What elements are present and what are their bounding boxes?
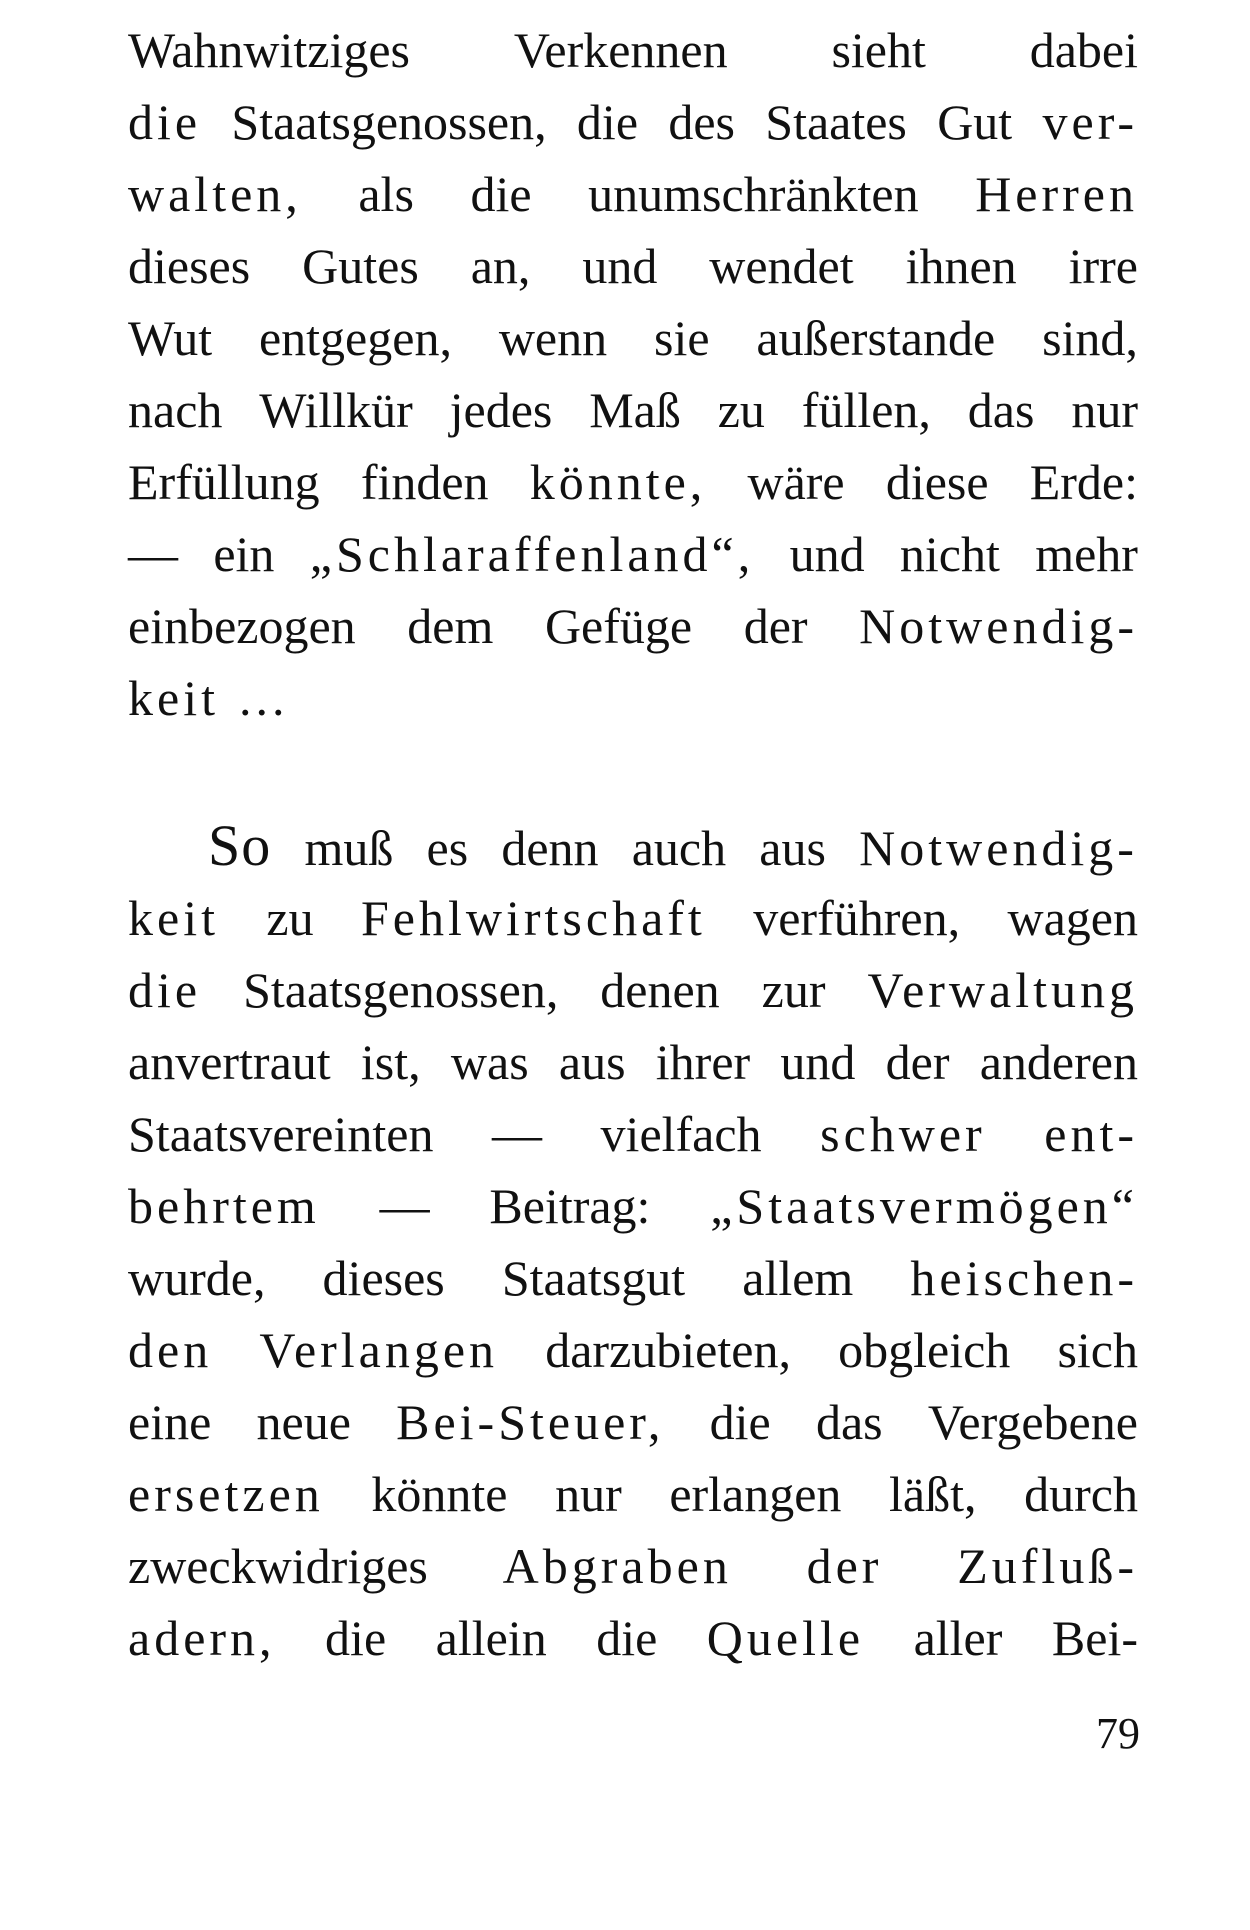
word: behrtem <box>128 1178 320 1234</box>
text-line <box>128 662 1138 734</box>
word: unumschränkten <box>588 166 919 222</box>
word: zweckwidriges <box>128 1538 428 1594</box>
word: die <box>128 962 202 1018</box>
word: der <box>885 1034 950 1090</box>
word: zu <box>266 890 314 946</box>
word: dieses <box>128 238 251 294</box>
text-line <box>128 1602 1138 1674</box>
word: Staatsgut <box>501 1250 686 1306</box>
word: sieht <box>831 22 926 78</box>
word: durch <box>1024 1466 1138 1522</box>
word: dieses <box>322 1250 445 1306</box>
word: Vergebene <box>927 1394 1138 1450</box>
word: Verlangen <box>259 1322 499 1378</box>
word: „Staatsvermögen“ <box>710 1178 1138 1234</box>
word: aus <box>558 1034 626 1090</box>
word: ihnen <box>905 238 1017 294</box>
word: und <box>780 1034 856 1090</box>
word: mehr <box>1035 526 1138 582</box>
word: der <box>806 1538 883 1594</box>
word: Staates <box>765 94 907 150</box>
word: Gefüge <box>544 598 693 654</box>
word: wäre <box>747 454 845 510</box>
word: Gut <box>937 94 1013 150</box>
word: Verwaltung <box>867 962 1138 1018</box>
word: Wut <box>128 310 213 366</box>
word: ... <box>238 670 289 726</box>
text-line <box>128 1314 1138 1386</box>
text-line <box>128 1242 1138 1314</box>
word: was <box>450 1034 529 1090</box>
word: Bei-Steuer, <box>396 1394 665 1450</box>
text-line <box>128 1026 1138 1098</box>
word: Notwendig- <box>859 598 1138 654</box>
word: heischen- <box>910 1250 1138 1306</box>
word: ist, <box>360 1034 421 1090</box>
word: So <box>208 813 272 878</box>
word: — <box>128 526 178 582</box>
word: schwer <box>820 1106 986 1162</box>
word: keit <box>128 670 219 726</box>
word: vielfach <box>600 1106 762 1162</box>
word: die <box>325 1610 387 1666</box>
word: sind, <box>1042 310 1138 366</box>
word: walten, <box>128 166 302 222</box>
word: die <box>470 166 532 222</box>
word: auch <box>631 820 727 876</box>
word: Zufluß- <box>957 1538 1138 1594</box>
word: anvertraut <box>128 1034 331 1090</box>
text-line <box>128 302 1138 374</box>
word: Fehlwirtschaft <box>361 890 706 946</box>
text-line <box>128 230 1138 302</box>
word: den <box>128 1322 213 1378</box>
word: Verkennen <box>513 22 728 78</box>
word: und <box>582 238 658 294</box>
word: Beitrag: <box>489 1178 651 1234</box>
word: Gutes <box>302 238 419 294</box>
page-number: 79 <box>1096 1709 1140 1758</box>
word: ein <box>213 526 275 582</box>
word: des <box>668 94 735 150</box>
word: außerstande <box>756 310 996 366</box>
word: irre <box>1068 238 1138 294</box>
word: denn <box>501 820 599 876</box>
text-line <box>128 1098 1138 1170</box>
text-line <box>128 1170 1138 1242</box>
text-line <box>128 1458 1138 1530</box>
word: Bei- <box>1051 1610 1138 1666</box>
word: Notwendig- <box>859 820 1138 876</box>
text-line <box>128 446 1138 518</box>
word: die <box>128 94 202 150</box>
word: Staatsgenossen, <box>231 94 547 150</box>
word: aus <box>759 820 826 876</box>
word: allein <box>435 1610 547 1666</box>
word: könnte, <box>529 454 707 510</box>
word: das <box>815 1394 883 1450</box>
text-line <box>128 14 1138 86</box>
word: anderen <box>979 1034 1138 1090</box>
word: aller <box>913 1610 1003 1666</box>
word: läßt, <box>889 1466 977 1522</box>
word: einbezogen <box>128 598 356 654</box>
text-line <box>128 374 1138 446</box>
text-line <box>128 1386 1138 1458</box>
text-line <box>128 158 1138 230</box>
text-line <box>128 882 1138 954</box>
word: ent- <box>1044 1106 1138 1162</box>
text-line <box>128 1530 1138 1602</box>
word: entgegen, <box>258 310 452 366</box>
word: wagen <box>1007 890 1138 946</box>
word: adern, <box>128 1610 276 1666</box>
word: Staatsvereinten <box>128 1106 434 1162</box>
word: zu <box>717 382 765 438</box>
word: dabei <box>1029 22 1138 78</box>
word: sie <box>654 310 710 366</box>
word: Abgraben <box>502 1538 732 1594</box>
word: muß <box>304 820 394 876</box>
text-line <box>128 86 1138 158</box>
word: jedes <box>449 382 553 438</box>
word: — <box>379 1178 430 1234</box>
word: neue <box>256 1394 351 1450</box>
word: Wahnwitziges <box>128 22 411 78</box>
word: der <box>743 598 808 654</box>
word: diese <box>885 454 989 510</box>
word: obgleich <box>838 1322 1011 1378</box>
word: wendet <box>709 238 854 294</box>
word: Erde: <box>1029 454 1138 510</box>
word: könnte <box>371 1466 508 1522</box>
word: es <box>426 820 469 876</box>
paragraph-2 <box>128 810 1138 1674</box>
word: und <box>789 526 865 582</box>
word: Maß <box>589 382 681 438</box>
word: — <box>492 1106 542 1162</box>
word: zur <box>761 962 826 1018</box>
word: finden <box>360 454 489 510</box>
word: die <box>596 1610 658 1666</box>
word: keit <box>128 890 219 946</box>
word: „Schlaraffenland“, <box>309 526 755 582</box>
word: Willkür <box>259 382 413 438</box>
word: darzubieten, <box>545 1322 791 1378</box>
word: als <box>358 166 414 222</box>
word: füllen, <box>801 382 931 438</box>
word: die <box>709 1394 771 1450</box>
word: wenn <box>498 310 608 366</box>
word: nur <box>1071 382 1138 438</box>
word: dem <box>407 598 494 654</box>
word: nicht <box>899 526 1000 582</box>
word: die <box>576 94 639 150</box>
word: ihrer <box>655 1034 751 1090</box>
word: ersetzen <box>128 1466 324 1522</box>
word: das <box>967 382 1035 438</box>
word: Staatsgenossen, <box>243 962 559 1018</box>
word: an, <box>470 238 531 294</box>
text-line <box>128 518 1138 590</box>
word: Erfüllung <box>128 454 320 510</box>
word: nur <box>555 1466 622 1522</box>
word: denen <box>600 962 720 1018</box>
word: wurde, <box>128 1250 266 1306</box>
text-line <box>128 954 1138 1026</box>
text-line <box>128 810 1138 882</box>
word: Herren <box>975 166 1138 222</box>
word: verführen, <box>753 890 961 946</box>
word: allem <box>742 1250 854 1306</box>
paragraph-1 <box>128 14 1138 734</box>
text-line <box>128 590 1138 662</box>
word: nach <box>128 382 223 438</box>
word: Quelle <box>706 1610 865 1666</box>
word: ver- <box>1042 94 1138 150</box>
word: sich <box>1057 1322 1138 1378</box>
word: eine <box>128 1394 212 1450</box>
word: erlangen <box>669 1466 842 1522</box>
